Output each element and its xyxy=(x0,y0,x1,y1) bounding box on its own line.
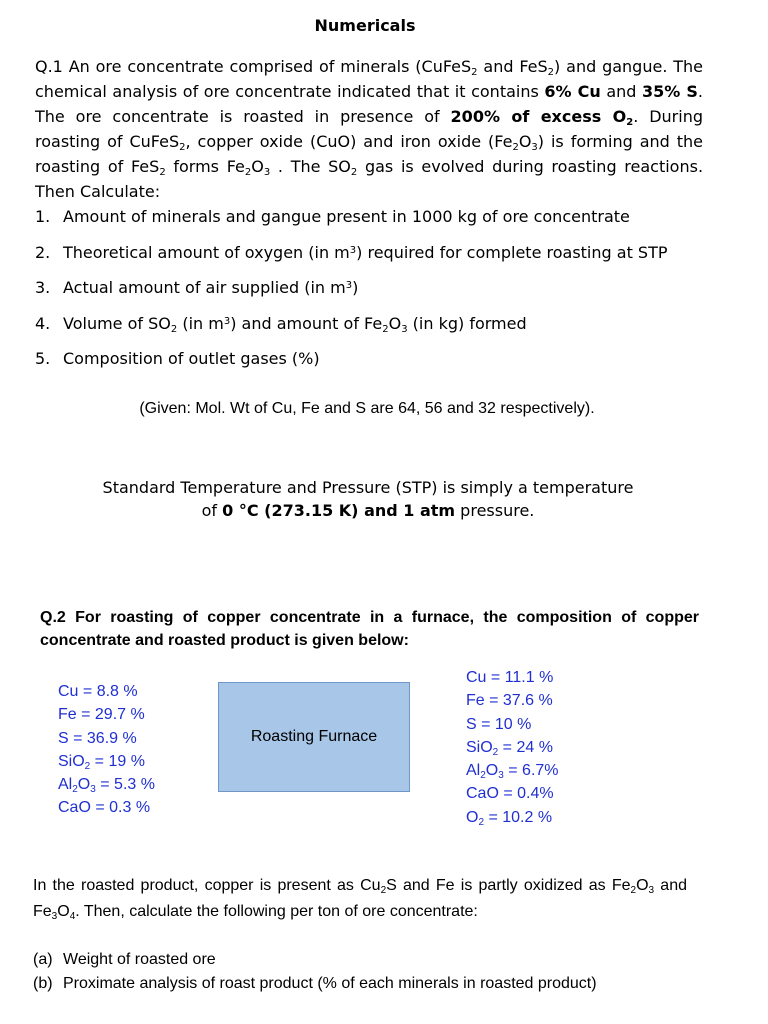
list-item: 3. Actual amount of air supplied (in $m^3$) xyxy=(35,278,359,297)
list-item: $Al_2O_3 = 5.3$ % xyxy=(58,776,155,796)
excess-oxygen: 200% of excess $O_2$ xyxy=(450,107,634,128)
feed-composition xyxy=(58,680,155,820)
cu-content: 6% Cu xyxy=(544,82,601,101)
list-item: $Al_2O_3 = 6.7\%$ xyxy=(466,762,559,782)
list-item: CaO = 0.3 % xyxy=(58,799,151,817)
list-item: S = 36.9 % xyxy=(58,729,137,747)
list-item: 1. Amount of minerals and gangue present in 1000 kg of ore concentrate xyxy=(35,207,630,226)
list-item: S = 10 % xyxy=(466,715,532,733)
given-data: (Given: Mol. Wt of Cu, Fe and S are 64, 56 and 32 respectively). xyxy=(139,400,595,417)
question-2: Q.2 For roasting of copper concentrate in a furnace, the composition of copper concentrate and roasted product is given below: xyxy=(40,609,699,649)
question-1-list xyxy=(35,204,715,382)
page-title: Numericals xyxy=(314,16,416,35)
list-item: 2. Theoretical amount of oxygen (in $m^3$) required for complete roasting at STP xyxy=(35,242,668,262)
question-2-tasks xyxy=(33,948,597,996)
product-composition xyxy=(466,666,559,829)
list-item: 4. Volume of $SO_2$ (in $m^3$) and amount of $Fe_2O_3$ (in kg) formed xyxy=(35,313,527,335)
roasting-furnace-box xyxy=(218,682,410,792)
furnace-label: Roasting Furnace xyxy=(250,728,378,745)
list-item: (b) Proximate analysis of roast product (% of each minerals in roasted product) xyxy=(33,975,597,992)
roasted-product-paragraph: In the roasted product, copper is present as $Cu_2S$ and Fe is partly oxidized as $Fe_2O_3$ and $Fe_3O_4$. Then, calculate the following per ton of ore concentrate: xyxy=(33,877,688,922)
question-1 xyxy=(35,54,703,204)
list-item: Cu = 8.8 % xyxy=(58,683,138,700)
s-content: 35% S xyxy=(642,82,698,101)
list-item: Fe = 37.6 % xyxy=(466,692,553,710)
list-item: CaO = 0.4% xyxy=(466,785,554,803)
list-item: (a) Weight of roasted ore xyxy=(33,951,216,968)
list-item: Cu = 11.1 % xyxy=(466,669,554,686)
list-item: Fe = 29.7 % xyxy=(58,706,145,724)
list-item: 5. Composition of outlet gases (%) xyxy=(35,349,320,368)
list-item: SiO$_2$ = 24 % xyxy=(466,738,553,758)
list-item: SiO$_2$ = 19 % xyxy=(58,752,145,772)
list-item: $O_2 = 10.2$ % xyxy=(466,808,553,828)
stp-definition: Standard Temperature and Pressure (STP) is simply a temperature of 0 °C (273.15 K) and 1 atm pressure. xyxy=(102,478,634,520)
question-1-text: Q.1 An ore concentrate comprised of minerals (CuFeS$_2$ and FeS$_2$) and gangue. The chemical analysis of ore concentrate indicated that it contains 6% Cu and 35% S. The ore concentrate is roasted in presence of 200% of excess $O_2$. During roasting of CuFeS$_2$, copper oxide (CuO) and iron oxide $(Fe_2O_3)$ is forming and the roasting of FeS$_2$ forms $Fe_2O_3$ . The $SO_2$ gas is evolved during roasting reactions. Then Calculate: xyxy=(35,57,704,201)
